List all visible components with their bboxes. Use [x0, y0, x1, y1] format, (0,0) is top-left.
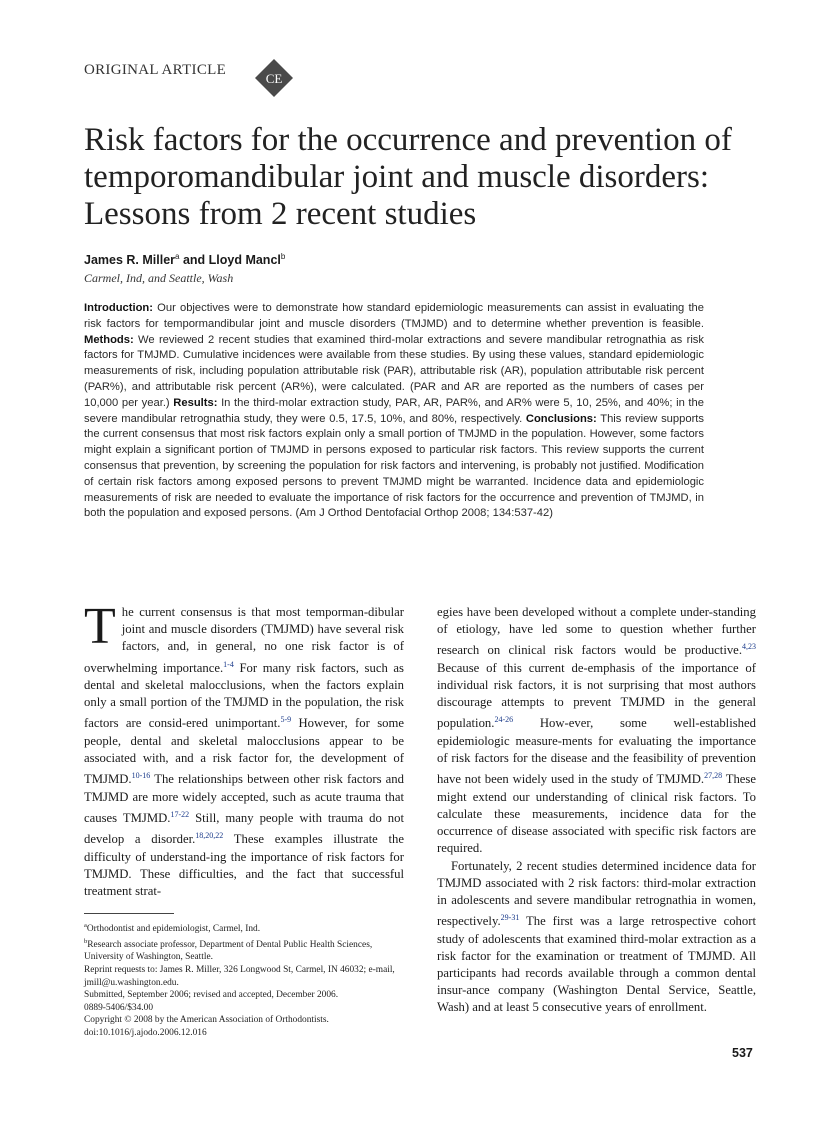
body-text: he current consensus is that most temporman-dibular joint and muscle disorders (TMJMD) have several risk factors, and, in general, no one risk factor is of overwhelming importance.: [84, 605, 404, 675]
author-name: James R. Miller: [84, 253, 176, 268]
body-text: How-ever, some well-established epidemiologic measure-ments for evaluating the importance of risk factors for the disease and the feasibility of prevention have not been widely used in the study of TMJMD.: [437, 716, 756, 787]
body-text: However, for some people, dental and skeletal malocclusions appear to be associated with, and a risk factor for, the development of TMJMD.: [84, 716, 404, 787]
footnote-text: Orthodontist and epidemiologist, Carmel, Ind.: [86, 924, 261, 935]
page-number: 537: [732, 1046, 753, 1060]
author-name: Lloyd Mancl: [208, 253, 281, 268]
citation-link[interactable]: 10-16: [131, 771, 151, 781]
abstract-label: Results:: [173, 396, 218, 409]
citation-link[interactable]: 24-26: [494, 715, 514, 725]
body-text: The relationships between other risk factors and TMJMD are more widely accepted, such as acute trauma that causes TMJMD.: [84, 772, 404, 826]
abstract-text: In the third-molar extraction study, PAR, AR, PAR%, and AR% were 5, 10, 25%, and 40%; in the severe mandibular retrognathia study, they were 0.5, 17.5, 10%, and 80%, respectively.: [84, 396, 704, 425]
affiliation-marker: b: [280, 252, 286, 261]
body-column-left: [84, 598, 405, 900]
author-affiliation: Carmel, Ind, and Seattle, Wash: [84, 271, 234, 285]
footnote-marker: b: [84, 937, 88, 945]
abstract-label: Methods:: [84, 333, 134, 346]
citation-link[interactable]: 18,20,22: [195, 831, 224, 841]
footnote-marker: a: [84, 922, 87, 929]
footnote: [84, 936, 404, 964]
footnote-submitted: Submitted, September 2006; revised and accepted, December 2006.: [84, 990, 339, 1001]
ce-badge-icon: [254, 58, 294, 98]
body-text: egies have been developed without a complete under-standing of etiology, have led some to question whether further research on clinical risk factors would be productive.: [437, 605, 756, 658]
body-column-right: [437, 604, 756, 1017]
footnote-divider: [84, 913, 174, 914]
footnotes: [84, 920, 404, 1040]
section-label: ORIGINAL ARTICLE: [84, 62, 227, 78]
footnote-text: Reprint requests to: James R. Miller, 326 Longwood St, Carmel, IN 46032; e-mail,: [84, 965, 395, 976]
citation-link[interactable]: 1-4: [223, 659, 234, 669]
article-title: Risk factors for the occurrence and prevention of temporomandibular joint and muscle disorders: Lessons from 2 recent studies: [84, 122, 732, 232]
abstract-text: Our objectives were to demonstrate how standard epidemiologic measurements can assist in evaluating the risk factors for tempormandibular joint and muscle disorders (TMJMD) and to determine whether prevention is feasible.: [84, 302, 704, 330]
footnote: [84, 920, 404, 936]
footnote-text: Research associate professor, Department of Dental Public Health Sciences, University of Washington, Seattle.: [84, 939, 373, 963]
footnote-text: .: [176, 977, 179, 988]
footnote-price: 0889-5406/$34.00: [84, 1002, 154, 1013]
citation-link[interactable]: 4,23: [742, 642, 756, 652]
affiliation-marker: a: [175, 252, 180, 261]
citation-link[interactable]: 29-31: [500, 913, 520, 923]
abstract-label: Introduction:: [84, 302, 153, 314]
body-text: These examples illustrate the difficulty of understand-ing the importance of risk factors for TMJMD. These difficulties, and the fact that successful treatment strat-: [84, 832, 405, 899]
body-paragraph: [437, 858, 756, 1017]
body-text: Fortunately, 2 recent studies determined incidence data for TMJMD associated with 2 risk factors: third-molar extraction in adolescents and severe mandibular retrognathia in women, respectively.: [437, 858, 756, 929]
abstract: [84, 301, 704, 522]
body-text: Still, many people with trauma do not develop a disorder.: [84, 811, 404, 847]
email-link[interactable]: jmill@u.washington.edu: [84, 977, 177, 988]
drop-cap: T: [84, 598, 116, 655]
body-text: For many risk factors, such as dental and skeletal malocclusions, when the factors explain only a small portion of the TMJMD in the population, the risk factors are consid-ered unimportant.: [84, 660, 404, 731]
body-text: Because of this current de-emphasis of the importance of individual risk factors, it is not surprising that most authors discourage attempts to prevent TMJMD in the general population.: [437, 660, 756, 731]
abstract-text: We reviewed 2 recent studies that examined third-molar extractions and severe mandibular retrognathia as risk factors for TMJMD. Cumulative incidences were available from these studies. By using these values, standard epidemiologic measurements of risk, including population attributable risk (PAR), attributable risk (AR), population attributable risk percent (PAR%), and attributable risk percent (AR%), were calculated. (PAR and AR are reported as the numbers of cases per 10,000 per year.): [84, 333, 704, 409]
body-text: The first was a large retrospective cohort study of adolescents that examined third-molar extraction as a risk factor for the examination or treatment of TMJMD. All participants had records available through a common dental insur-ance company (Washington Dental Service, Seattle, Wash) and at least 5 consecutive years of enrollment.: [437, 914, 756, 1015]
author-conjunction: and: [179, 253, 209, 268]
body-text: These might extend our understanding of clinical risk factors. To calculate these measurements, incidence data for the occurrence of disease associated with specific risk factors are required.: [437, 772, 756, 856]
body-paragraph: [84, 598, 405, 900]
abstract-text: This review supports the current consensus that most risk factors explain only a small portion of TMJMD in the population. However, some factors might explain a significant portion of TMJMD in persons exposed to particular risk factors. This review supports the current consensus that prevention, by screening the population for risk factors and intervening, is probably not justified. Modification of certain risk factors among exposed persons to prevent TMJMD might be warranted. Incidence data and epidemiologic measurements of risk are needed to evaluate the importance of risk factors for the occurrence and prevention of TMJMD, in both the population and exposed persons. (Am J Orthod Dentofacial Orthop 2008; 134:537-42): [84, 412, 704, 520]
body-paragraph: [437, 604, 756, 858]
footnote-reprint: [84, 964, 404, 989]
citation-link[interactable]: 27,28: [704, 771, 723, 781]
abstract-label: Conclusions:: [525, 412, 597, 425]
author-line: [84, 252, 285, 267]
footnote-copyright: Copyright © 2008 by the American Association of Orthodontists.: [84, 1015, 329, 1026]
ce-badge-text: CE: [265, 71, 283, 86]
footnote-doi: doi:10.1016/j.ajodo.2006.12.016: [84, 1028, 207, 1038]
citation-link[interactable]: 17-22: [170, 809, 190, 819]
citation-link[interactable]: 5-9: [280, 715, 292, 725]
